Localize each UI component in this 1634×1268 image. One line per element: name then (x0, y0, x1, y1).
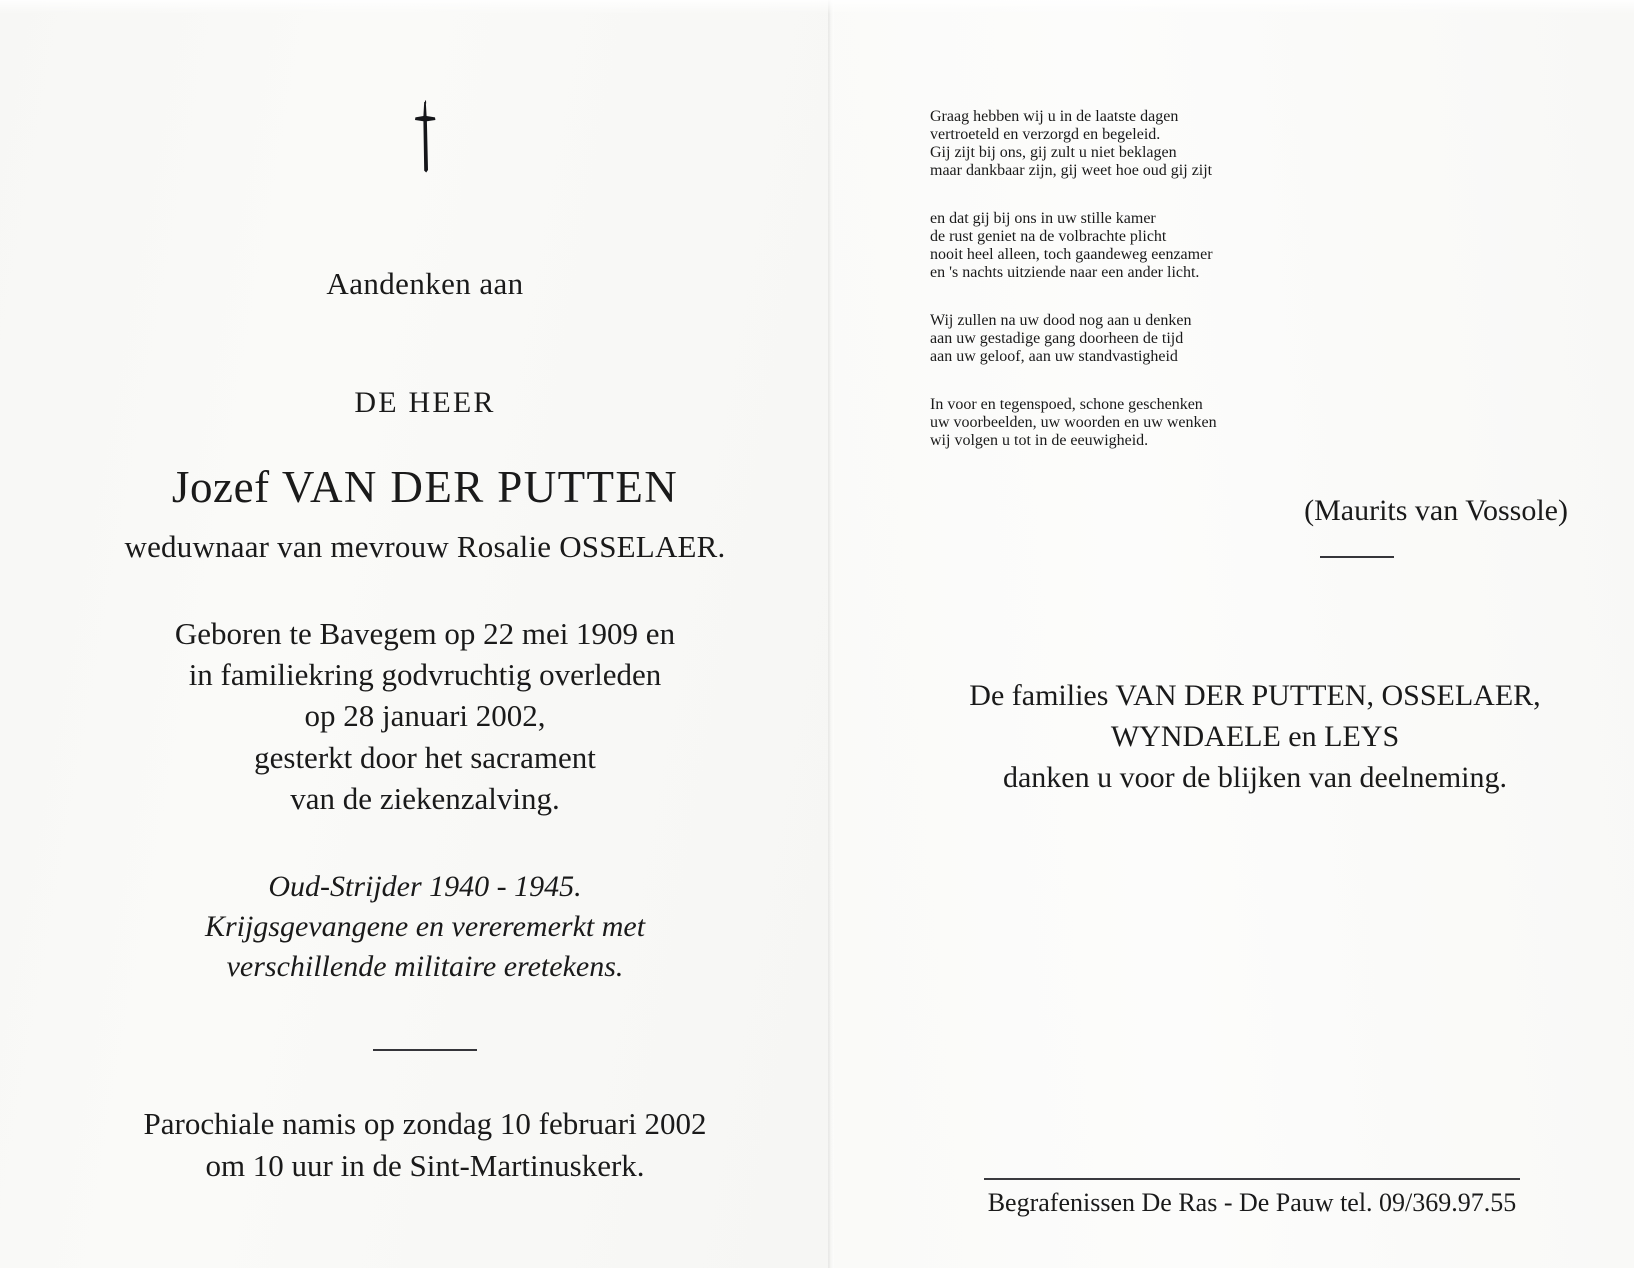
families-block (930, 676, 1580, 798)
families-line: danken u voor de blijken van deelneming. (1002, 760, 1508, 794)
poem-line: wij volgen u tot in de eeuwigheid. (930, 432, 1149, 449)
poem-line: en dat gij bij ons in uw stille kamer (930, 210, 1156, 227)
poem-line: vertroeteld en verzorgd en begeleid. (930, 126, 1161, 143)
funeral-home-text: Begrafenissen De Ras - De Pauw tel. 09/369.97.55 (987, 1188, 1517, 1217)
poem-line: maar dankbaar zijn, gij weet hoe oud gij zijt (930, 162, 1213, 179)
service-block (60, 1103, 790, 1187)
biography-line: Geboren te Bavegem op 22 mei 1909 en (174, 616, 676, 651)
cross-icon (60, 100, 790, 174)
poem (930, 108, 1580, 450)
biography-block (60, 613, 790, 819)
poem-line: aan uw gestadige gang doorheen de tijd (930, 330, 1184, 347)
families-line: De families VAN DER PUTTEN, OSSELAER, (969, 679, 1541, 712)
poem-line: Gij zijt bij ons, gij zult u niet beklagen (930, 144, 1177, 161)
veteran-block (60, 867, 790, 987)
deceased-last-name: VAN DER PUTTEN (281, 462, 679, 512)
poem-line: In voor en tegenspoed, schone geschenken (930, 396, 1203, 413)
spouse-line: weduwnaar van mevrouw Rosalie OSSELAER. (124, 529, 726, 564)
divider-right (1320, 556, 1394, 558)
poem-line: uw voorbeelden, uw woorden en uw wenken (930, 414, 1217, 431)
poem-line: de rust geniet na de volbrachte plicht (930, 228, 1167, 245)
card-fold (828, 0, 834, 1268)
poem-line: nooit heel alleen, toch gaandeweg eenzamer (930, 246, 1213, 263)
service-line: Parochiale namis op zondag 10 februari 2002 (143, 1105, 707, 1141)
memorial-intro: Aandenken aan (326, 266, 524, 301)
biography-line: gesterkt door het sacrament (254, 739, 596, 775)
deceased-name (60, 460, 790, 513)
service-line: om 10 uur in de Sint-Martinuskerk. (205, 1147, 645, 1183)
honorific-title: DE HEER (354, 386, 496, 419)
divider-left (373, 1049, 477, 1051)
poem-attribution: (Maurits van Vossole) (1304, 494, 1568, 527)
deceased-first-name: Jozef (171, 462, 270, 512)
veteran-line: Oud-Strijder 1940 - 1945. (268, 870, 582, 904)
poem-line: aan uw geloof, aan uw standvastigheid (930, 348, 1178, 365)
biography-line: in familiekring godvruchtig overleden (188, 657, 662, 693)
veteran-line: Krijgsgevangene en vereremerkt met (204, 909, 646, 943)
biography-line: van de ziekenzalving. (290, 780, 560, 816)
divider-footer (984, 1178, 1520, 1180)
left-panel (60, 80, 790, 1186)
poem-line: en 's nachts uitziende naar een ander licht. (930, 264, 1200, 281)
card-top-edge (0, 0, 1634, 14)
poem-line: Graag hebben wij u in de laatste dagen (930, 108, 1179, 125)
right-panel (930, 78, 1580, 798)
poem-line: Wij zullen na uw dood nog aan u denken (930, 312, 1192, 329)
families-line: WYNDAELE en LEYS (1110, 719, 1400, 753)
veteran-line: verschillende militaire eretekens. (226, 949, 624, 983)
biography-line: op 28 januari 2002, (304, 698, 546, 734)
funeral-home-footer (972, 1178, 1532, 1218)
